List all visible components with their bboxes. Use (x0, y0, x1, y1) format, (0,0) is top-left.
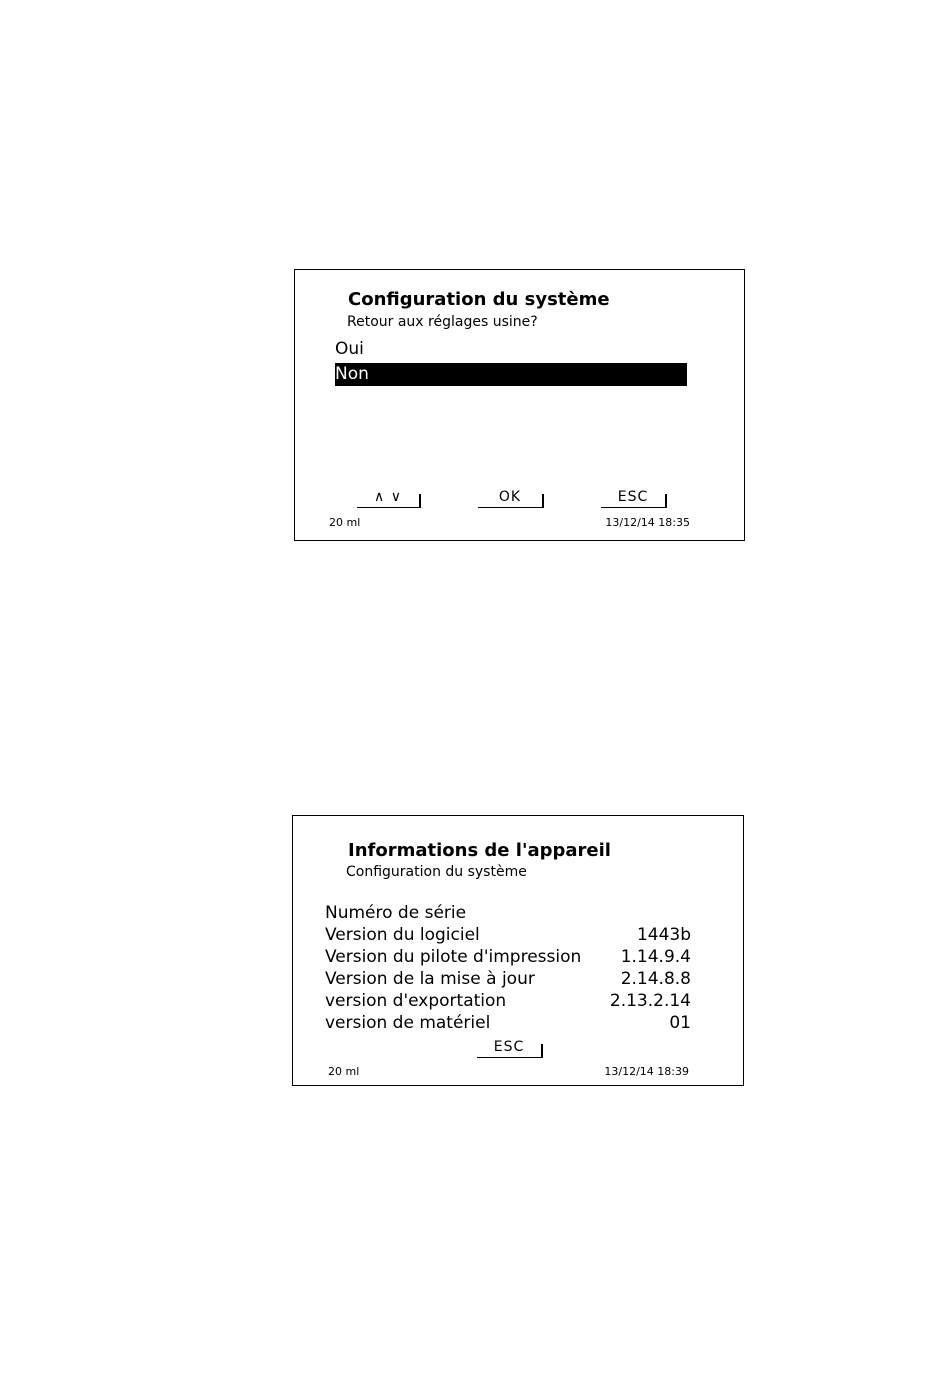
info-label: version de matériel (325, 1013, 491, 1033)
volume-status: 20 ml (329, 516, 361, 529)
volume-status: 20 ml (328, 1065, 360, 1078)
esc-button[interactable]: ESC (477, 1038, 543, 1058)
info-value: 1.14.9.4 (620, 947, 691, 967)
info-row-export (325, 991, 691, 1013)
screen-subtitle: Retour aux réglages usine? (347, 314, 538, 330)
info-label: Version du pilote d'impression (325, 947, 582, 967)
info-label: Version de la mise à jour (325, 969, 535, 989)
info-label: Version du logiciel (325, 925, 480, 945)
device-info-screen (292, 815, 744, 1086)
info-value: 1443b (636, 925, 691, 945)
info-value: 2.14.8.8 (620, 969, 691, 989)
info-row-serial (325, 903, 691, 925)
ok-button[interactable]: OK (478, 488, 544, 508)
info-value: 2.13.2.14 (609, 991, 691, 1011)
esc-button[interactable]: ESC (601, 488, 667, 508)
screen-title: Configuration du système (348, 289, 610, 310)
info-label: Numéro de série (325, 903, 467, 923)
info-row-printer-driver (325, 947, 691, 969)
screen-subtitle: Configuration du système (346, 864, 527, 880)
option-oui[interactable]: Oui (335, 339, 364, 359)
info-row-update (325, 969, 691, 991)
factory-reset-screen (294, 269, 745, 541)
option-non[interactable]: Non (335, 363, 687, 386)
info-row-software (325, 925, 691, 947)
up-down-button[interactable]: ∧ ∨ (357, 488, 421, 508)
info-value: 01 (669, 1013, 691, 1033)
info-row-hardware (325, 1013, 691, 1035)
datetime-status: 13/12/14 18:39 (604, 1065, 689, 1078)
info-label: version d'exportation (325, 991, 507, 1011)
datetime-status: 13/12/14 18:35 (605, 516, 690, 529)
screen-title: Informations de l'appareil (348, 840, 611, 861)
